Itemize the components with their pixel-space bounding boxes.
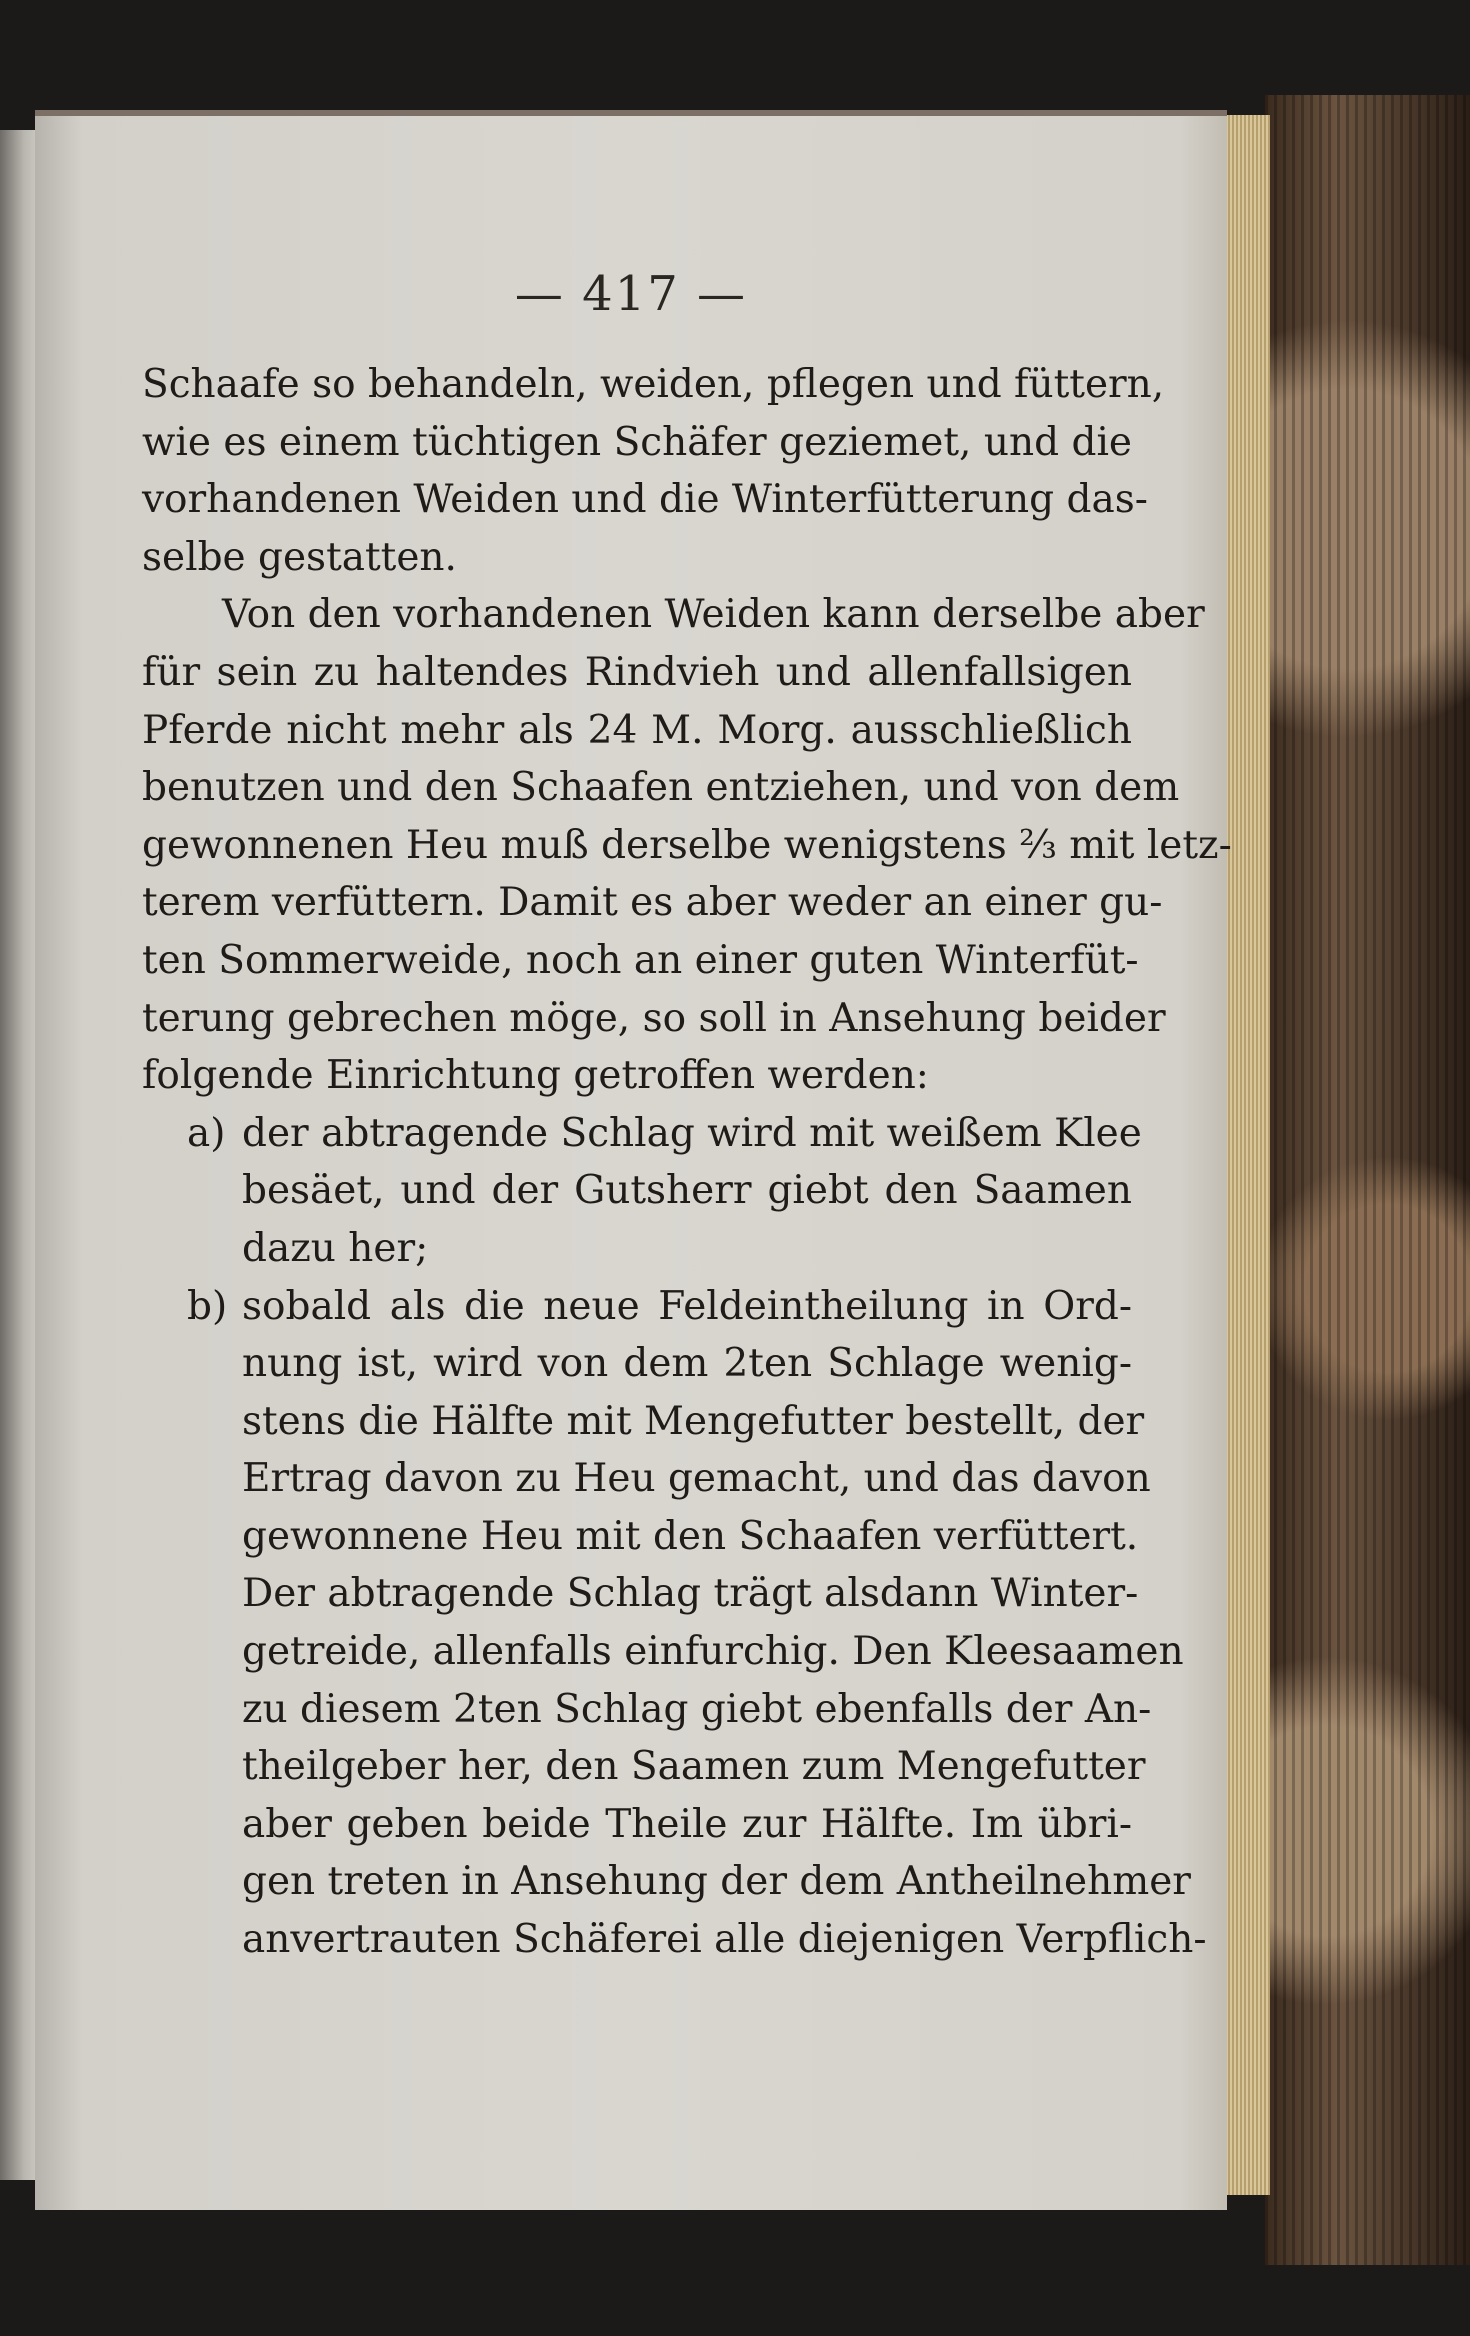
text-line: gen treten in Ansehung der dem Antheilnehmer — [242, 1859, 1191, 1905]
book-cover-spine — [1265, 95, 1470, 2265]
text-line: Schaafe so behandeln, weiden, pflegen und füttern, — [142, 362, 1165, 407]
page-text — [142, 356, 1232, 1969]
text-line: gewonnenen Heu muß derselbe wenigstens ⅔ mit letz- — [142, 822, 1232, 868]
text-line: aber geben beide Theile zur Hälfte. Im übri- — [242, 1801, 1132, 1847]
text-line: gewonnene Heu mit den Schaafen verfüttert. — [242, 1513, 1139, 1559]
text-line: stens die Hälfte mit Mengefutter bestellt, der — [242, 1398, 1145, 1444]
page-edges — [1222, 115, 1270, 2195]
book-page — [35, 110, 1232, 2210]
text-line: theilgeber her, den Saamen zum Mengefutter — [242, 1744, 1146, 1790]
text-line: dazu her; — [242, 1225, 429, 1271]
text-line: zu diesem 2ten Schlag giebt ebenfalls der An- — [242, 1686, 1152, 1732]
text-line: vorhandenen Weiden und die Winterfütterung das- — [142, 477, 1148, 523]
list-item-b — [142, 1278, 1207, 1969]
text-line: für sein zu haltendes Rindvieh und allenfallsigen — [142, 649, 1132, 695]
text-line: selbe gestatten. — [142, 534, 457, 580]
text-line: besäet, und der Gutsherr giebt den Saamen — [242, 1168, 1132, 1214]
text-line: terem verfüttern. Damit es aber weder an einer gu- — [142, 880, 1163, 926]
text-line: nung ist, wird von dem 2ten Schlage wenig- — [242, 1341, 1132, 1387]
text-line: Von den vorhandenen Weiden kann derselbe aber — [222, 592, 1205, 638]
text-line: Ertrag davon zu Heu gemacht, und das davon — [242, 1456, 1151, 1502]
list-marker: a) — [187, 1110, 226, 1156]
text-line: Pferde nicht mehr als 24 M. Morg. ausschließlich — [142, 707, 1132, 753]
left-page-edge — [0, 130, 40, 2180]
text-line: getreide, allenfalls einfurchig. Den Kleesaamen — [242, 1629, 1184, 1675]
text-line: ten Sommerweide, noch an einer guten Winterfüt- — [142, 937, 1139, 983]
text-line: sobald als die neue Feldeintheilung in Ord- — [242, 1283, 1132, 1329]
text-line: benutzen und den Schaafen entziehen, und von dem — [142, 765, 1180, 811]
text-line: terung gebrechen möge, so soll in Ansehung beider — [142, 995, 1166, 1041]
text-line: folgende Einrichtung getroffen werden: — [142, 1053, 929, 1099]
text-line: wie es einem tüchtigen Schäfer geziemet, und die — [142, 419, 1132, 465]
text-line: Der abtragende Schlag trägt alsdann Winter- — [242, 1571, 1139, 1617]
text-line: der abtragende Schlag wird mit weißem Klee — [242, 1110, 1142, 1156]
page-number: — 417 — — [514, 266, 748, 322]
text-line: anvertrauten Schäferei alle diejenigen Verpflich- — [242, 1917, 1207, 1963]
list-item-a — [142, 1105, 1142, 1278]
list-marker: b) — [187, 1283, 228, 1329]
